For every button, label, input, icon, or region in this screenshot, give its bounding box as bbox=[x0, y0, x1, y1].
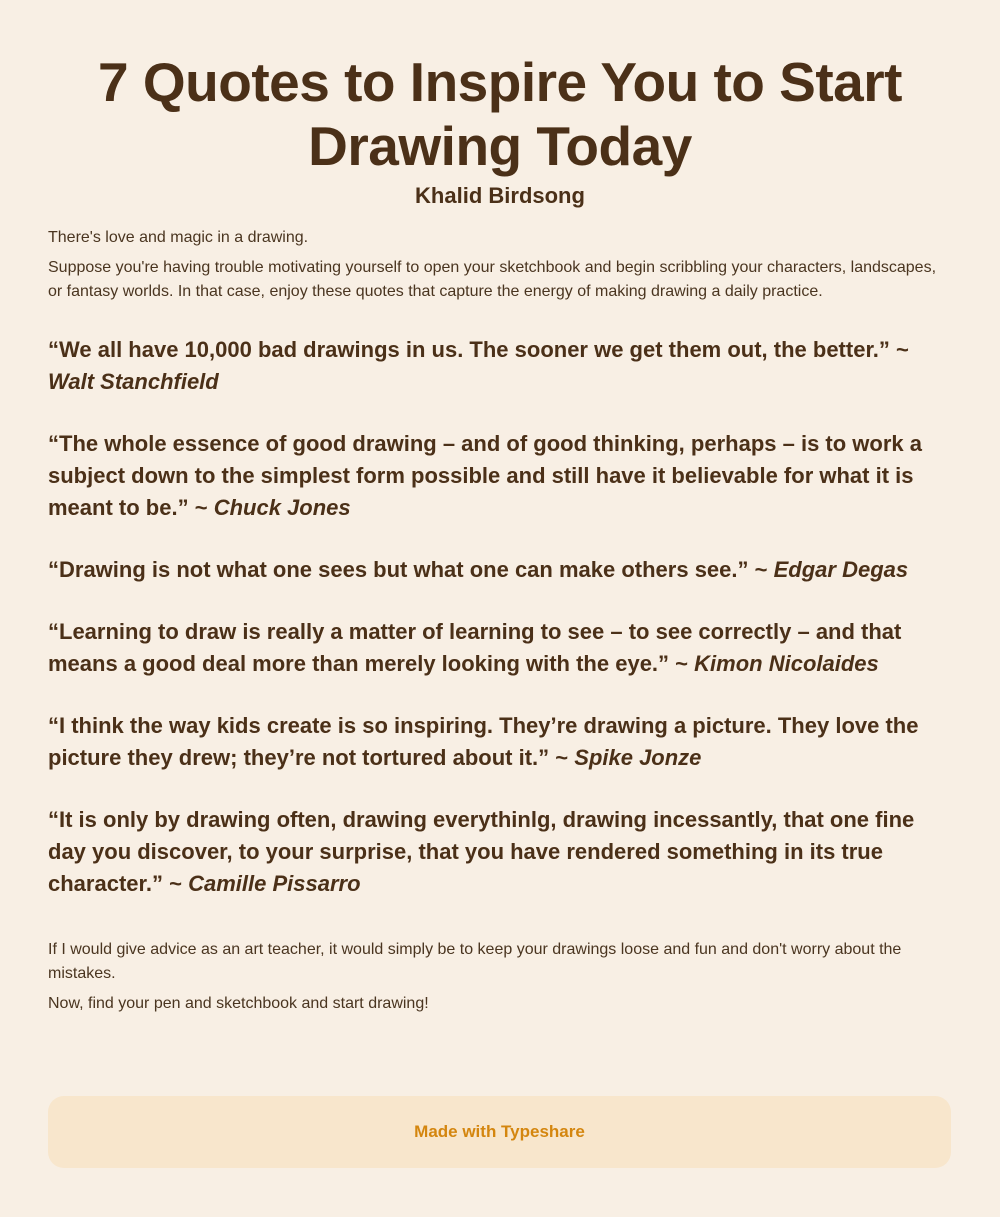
quote-text: “We all have 10,000 bad drawings in us. The sooner we get them out, the better.” bbox=[48, 337, 890, 362]
quote-author: Edgar Degas bbox=[773, 557, 909, 582]
quote-item bbox=[48, 428, 952, 524]
made-with-typeshare-link[interactable]: Made with Typeshare bbox=[414, 1122, 585, 1141]
outro-paragraph: Now, find your pen and sketchbook and start drawing! bbox=[48, 995, 429, 1012]
intro-section bbox=[48, 226, 952, 304]
quote-separator: ~ bbox=[194, 495, 208, 520]
quote-item bbox=[48, 616, 952, 680]
quote-item bbox=[48, 554, 952, 586]
quote-separator: ~ bbox=[754, 557, 768, 582]
quote-text: “The whole essence of good drawing – and of good thinking, perhaps – is to work a subject down to the simplest form possible and still have it believable for what it is meant to be.” bbox=[48, 431, 922, 520]
quote-item bbox=[48, 804, 952, 900]
article-title: 7 Quotes to Inspire You to Start Drawing Today bbox=[97, 51, 902, 177]
quote-author: Chuck Jones bbox=[213, 495, 351, 520]
quote-separator: ~ bbox=[675, 651, 689, 676]
quote-text: “Drawing is not what one sees but what one can make others see.” bbox=[48, 557, 749, 582]
quote-author: Spike Jonze bbox=[574, 745, 702, 770]
quote-item bbox=[48, 334, 952, 398]
outro-section bbox=[48, 938, 952, 1016]
quote-author: Camille Pissarro bbox=[188, 871, 361, 896]
quote-separator: ~ bbox=[555, 745, 569, 770]
quote-text: “It is only by drawing often, drawing everythinlg, drawing incessantly, that one fine day you discover, to your surprise, that you have rendered something in its true character.” bbox=[48, 807, 915, 896]
quote-author: Walt Stanchfield bbox=[48, 369, 219, 394]
quote-text: “I think the way kids create is so inspiring. They’re drawing a picture. They love the picture they drew; they’re not tortured about it.” bbox=[48, 713, 919, 770]
outro-paragraph: If I would give advice as an art teacher, it would simply be to keep your drawings loose and fun and don't worry about the mistakes. bbox=[48, 941, 902, 982]
quote-separator: ~ bbox=[896, 337, 909, 362]
quote-item bbox=[48, 710, 952, 774]
intro-paragraph: Suppose you're having trouble motivating yourself to open your sketchbook and begin scribbling your characters, landscapes, or fantasy worlds. In that case, enjoy these quotes that capture the energy of making drawing a daily practice. bbox=[48, 259, 937, 300]
intro-paragraph: There's love and magic in a drawing. bbox=[48, 229, 309, 246]
quote-text: “Learning to draw is really a matter of learning to see – to see correctly – and that means a good deal more than merely looking with the eye.” bbox=[48, 619, 902, 676]
quote-list bbox=[48, 334, 952, 900]
quote-author: Kimon Nicolaides bbox=[694, 651, 879, 676]
quote-separator: ~ bbox=[169, 871, 182, 896]
footer-banner[interactable] bbox=[48, 1096, 951, 1168]
article-author: Khalid Birdsong bbox=[415, 183, 585, 208]
